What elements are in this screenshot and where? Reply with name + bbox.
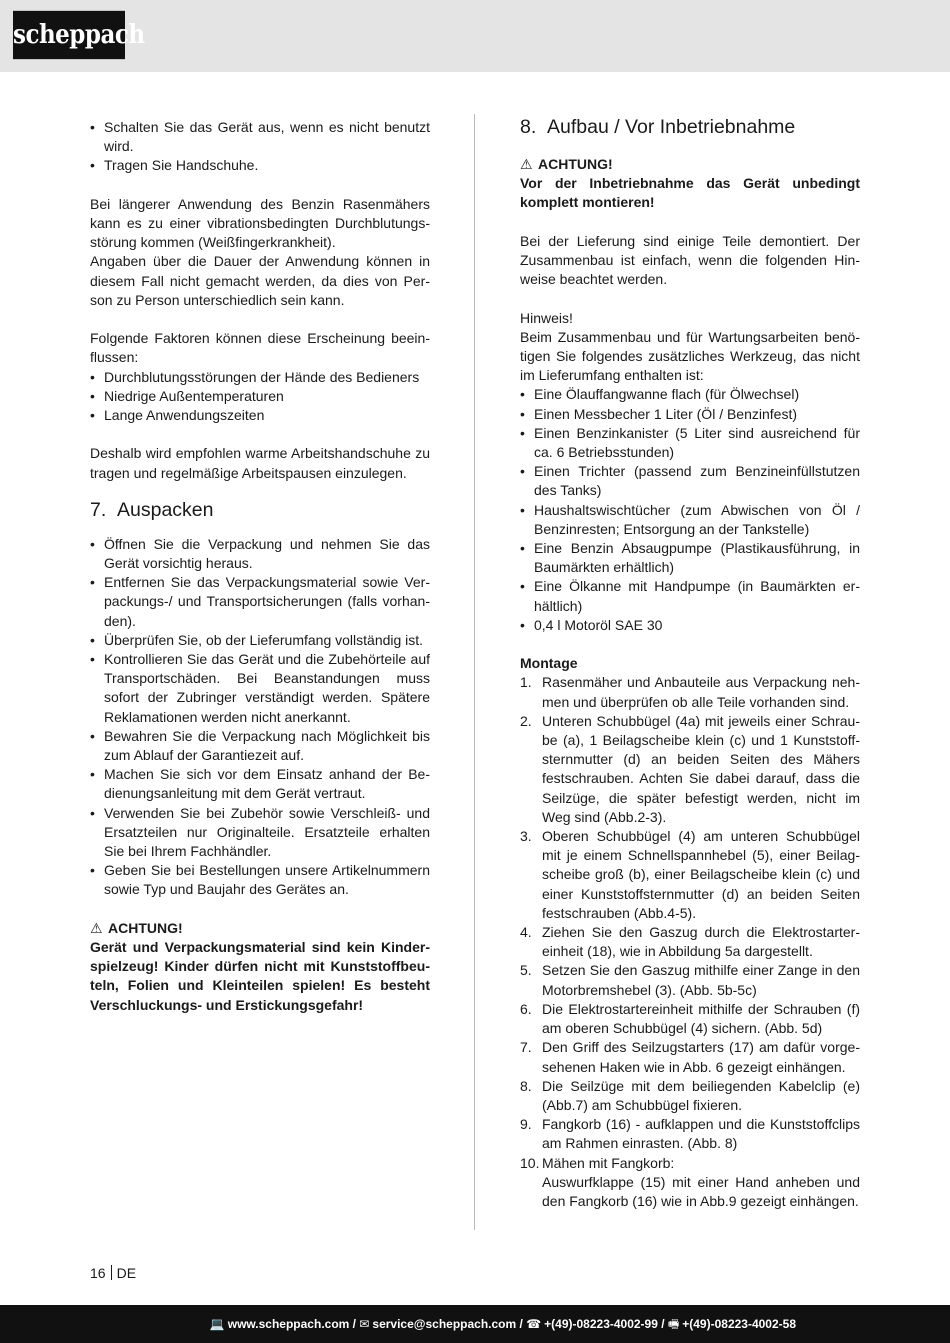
list-item: • Entfernen Sie das Verpackungsmaterial sowie Verpackungs-/ und Transportsicherungen (falls vorhanden). <box>90 573 430 631</box>
page-footer <box>0 1305 950 1343</box>
page-header <box>0 0 950 72</box>
list-item: • Einen Trichter (passend zum Benzineinfüllstutzen des Tanks) <box>520 462 860 500</box>
list-item: • Kontrollieren Sie das Gerät und die Zubehörteile auf Transportschäden. Bei Beanstandungen muss sofort der Zubringer verständigt werden. Spätere Reklamationen werden nicht anerkannt. <box>90 650 430 727</box>
section-title: Aufbau / Vor Inbetriebnahme <box>547 116 796 138</box>
step-item: 5. Setzen Sie den Gaszug mithilfe einer Zange in den Motorbremshebel (3). (Abb. 5b-5c) <box>520 962 860 998</box>
recommendation-paragraph: Deshalb wird empfohlen warme Arbeitshandschuhe zu tragen und regelmäßige Arbeitspausen einzulegen. <box>90 445 430 481</box>
duration-paragraph: Angaben über die Dauer der Anwendung können in diesem Fall nicht gemacht werden, da dies von Person zu Person unterschiedlich sein kann. <box>90 253 430 308</box>
warning-title: ⚠ ACHTUNG! <box>520 155 860 174</box>
step-item: 6. Die Elektrostartereinheit mithilfe der Schrauben (f) am oberen Schubbügel (4) sichern. (Abb. 5d) <box>520 1000 860 1037</box>
page-number: 16 DE <box>90 1265 137 1281</box>
column-divider <box>474 114 475 1230</box>
fax-icon: 🖷 <box>667 1317 680 1331</box>
list-item: • Machen Sie sich vor dem Einsatz anhand der Bedienungsanleitung mit dem Gerät vertraut. <box>90 765 430 803</box>
list-item: • Einen Messbecher 1 Liter (Öl / Benzinfest) <box>520 405 860 424</box>
step-item: 4. Ziehen Sie den Gaszug durch die Elektrostartereinheit (18), wie in Abbildung 5a dargestellt. <box>520 924 860 960</box>
footer-phone: +(49)-08223-4002-99 / <box>544 1317 665 1331</box>
left-column <box>90 118 430 1015</box>
step-item: 8. Die Seilzüge mit dem beiliegenden Kabelclip (e) (Abb.7) am Schubbügel fixieren. <box>520 1077 860 1113</box>
hint-title: Hinweis! <box>520 309 573 326</box>
list-item: • Eine Ölkanne mit Handpumpe (in Baumärkten erhältlich) <box>520 577 860 615</box>
list-item: • Bewahren Sie die Verpackung nach Möglichkeit bis zum Ablauf der Garantiezeit auf. <box>90 727 430 765</box>
list-item: • Durchblutungsstörungen der Hände des Bedieners <box>90 368 430 387</box>
step-item: 10. Mähen mit Fangkorb: Auswurfklappe (15) mit einer Hand anheben und den Fangkorb (16) wie in Abb.9 gezeigt einhängen. <box>520 1154 860 1209</box>
assembly-heading: Montage <box>520 655 578 672</box>
list-item: • Überprüfen Sie, ob der Lieferumfang vollständig ist. <box>90 631 430 650</box>
list-item: • Niedrige Außentemperaturen <box>90 387 430 406</box>
delivery-paragraph: Bei der Lieferung sind einige Teile demontiert. Der Zusammenbau ist einfach, wenn die folgenden Hinweise beachtet werden. <box>520 232 860 288</box>
section-title: Auspacken <box>117 498 214 521</box>
section-number: 8. <box>520 116 537 138</box>
phone-icon: ☎ <box>526 1317 542 1331</box>
list-item: • Tragen Sie Handschuhe. <box>90 156 430 175</box>
warning-text: Gerät und Verpackungsmaterial sind kein Kinderspielzeug! Kinder dürfen nicht mit Kunststoffbeuteln, Folien und Kleinteilen spielen! Es besteht Verschluckungs- und Erstickungsgefahr! <box>90 939 430 1013</box>
vibration-paragraph: Bei längerer Anwendung des Benzin Rasenmähers kann es zu einer vibrationsbedingten Durchblutungsstörung kommen (Weißfingerkrankheit). <box>90 195 430 251</box>
list-item: • Verwenden Sie bei Zubehör sowie Verschleiß- und Ersatzteilen nur Originalteile. Ersatzteile erhalten Sie bei Ihrem Fachhändler. <box>90 804 430 862</box>
section-number: 7. <box>90 498 107 521</box>
tools-list <box>520 385 860 635</box>
section-8-heading <box>520 115 860 139</box>
step-item: 3. Oberen Schubbügel (4) am unteren Schubbügel mit je einem Schnellspannhebel (5), einer Beilagscheibe groß (b), einer Beilagscheibe klein (c) und einer Kunststoffsternmutter (d) an beiden Seiten festschrauben (Abb.4-5). <box>520 828 860 921</box>
scheppach-logo: scheppach <box>13 11 125 59</box>
computer-icon: 💻 <box>209 1317 225 1331</box>
list-item: • Eine Ölauffangwanne flach (für Ölwechsel) <box>520 385 860 404</box>
footer-website: www.scheppach.com / <box>227 1317 356 1331</box>
intro-list <box>90 118 430 176</box>
hint-text: Beim Zusammenbau und für Wartungsarbeiten benötigen Sie folgendes zusätzliches Werkzeug, das nicht im Lieferumfang enthalten ist: <box>520 328 860 384</box>
step-item: 2. Unteren Schubbügel (4a) mit jeweils einer Schraube (a), 1 Beilagscheibe klein (c) und 1 Kunststoffsternmutter (d) an beiden Seiten des Mähers festschrauben. Achten Sie dabei darauf, dass die Seilzüge, die später befestigt werden, nicht im Weg sind (Abb.2-3). <box>520 712 860 825</box>
list-item: • Einen Benzinkanister (5 Liter sind ausreichend für ca. 6 Betriebsstunden) <box>520 424 860 462</box>
list-item: • 0,4 l Motoröl SAE 30 <box>520 616 860 635</box>
list-item: • Geben Sie bei Bestellungen unsere Artikelnummern sowie Typ und Baujahr des Gerätes an. <box>90 861 430 899</box>
step-item: 9. Fangkorb (16) - aufklappen und die Kunststoffclips am Rahmen einrasten. (Abb. 8) <box>520 1116 860 1152</box>
warning-text: Vor der Inbetriebnahme das Gerät unbedingt komplett montieren! <box>520 175 860 211</box>
warning-icon: ⚠ <box>90 919 103 936</box>
unpack-list <box>90 535 430 900</box>
mail-icon: ✉ <box>359 1317 370 1331</box>
list-item: • Haushaltswischtücher (zum Abwischen von Öl / Benzinresten; Entsorgung an der Tankstelle) <box>520 501 860 539</box>
footer-fax: +(49)-08223-4002-58 <box>682 1317 796 1331</box>
factors-list <box>90 368 430 426</box>
step-item: 7. Den Griff des Seilzugstarters (17) am dafür vorgesehenen Haken wie in Abb. 6 gezeigt einhängen. <box>520 1039 860 1075</box>
list-item: • Schalten Sie das Gerät aus, wenn es nicht benutzt wird. <box>90 118 430 156</box>
step-item: 1. Rasenmäher und Anbauteile aus Verpackung nehmen und überprüfen ob alle Teile vorhanden sind. <box>520 674 860 710</box>
warning-icon: ⚠ <box>520 156 533 172</box>
warning-title: ⚠ ACHTUNG! <box>90 919 430 938</box>
assembly-steps <box>520 673 860 1211</box>
footer-email: service@scheppach.com / <box>372 1317 523 1331</box>
list-item: • Lange Anwendungszeiten <box>90 406 430 425</box>
list-item: • Eine Benzin Absaugpumpe (Plastikausführung, in Baumärkten erhältlich) <box>520 539 860 577</box>
section-7-heading <box>90 498 430 522</box>
right-column <box>520 118 860 1211</box>
factors-intro: Folgende Faktoren können diese Erscheinung beeinflussen: <box>90 330 430 366</box>
list-item: • Öffnen Sie die Verpackung und nehmen Sie das Gerät vorsichtig heraus. <box>90 535 430 573</box>
